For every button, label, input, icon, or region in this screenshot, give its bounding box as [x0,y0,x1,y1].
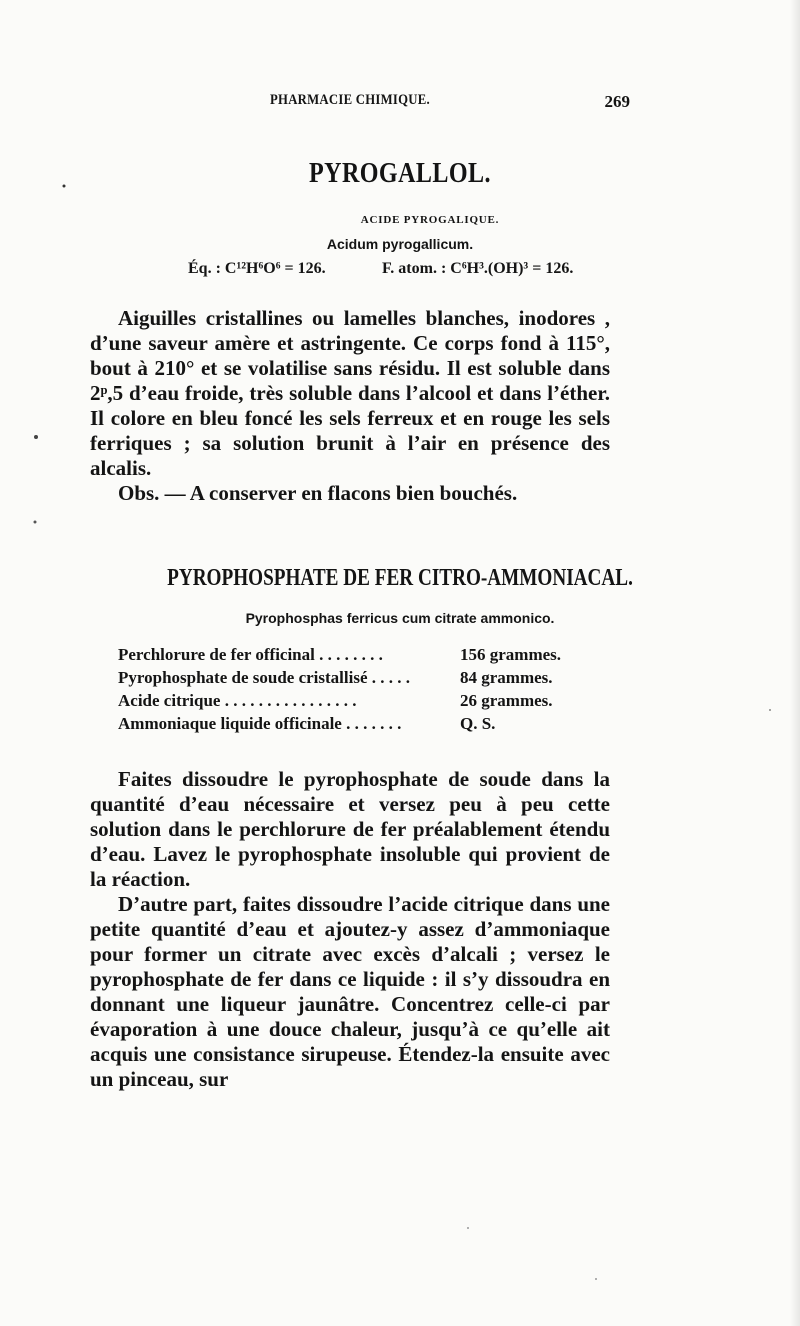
description-paragraph: Aiguilles cristallines ou lamelles blanches, inodores , d’une saveur amère et astringente. Ce corps fond à 115°, bout à 210° et se volatilise sans résidu. Il est soluble dans 2ᵖ,5 d’eau froide, très soluble dans l’alcool et dans l’éther. Il colore en bleu foncé les sels ferreux et en rouge les sels ferriques ; sa solution brunit à l’air en présence des alcalis. [90,306,610,480]
page-number: 269 [604,92,630,111]
ingredient-name: Perchlorure de fer officinal . . . . . . . . [118,645,383,664]
ingredient-name: Pyrophosphate de soude cristallisé . . . . . [118,668,411,687]
section-subtitle: ACIDE PYROGALIQUE. [360,214,500,226]
ingredient-quantity: 26 grammes. [460,691,553,710]
ingredient-quantity: 84 grammes. [460,668,553,687]
section-title-pyrogallol: PYROGALLOL. [308,158,491,189]
ingredient-quantity: 156 grammes. [460,645,562,664]
ingredient-quantity: Q. S. [460,714,496,733]
preparation-paragraph-2: D’autre part, faites dissoudre l’acide citrique dans une petite quantité d’eau et ajoutez-y assez d’ammoniaque pour former un citrate avec excès d’alcali ; versez le pyrophosphate de fer dans ce liquide : il s’y dissoudra en donnant une liqueur jaunâtre. Concentrez celle-ci par évaporation à une douce chaleur, jusqu’à ce qu’elle ait acquis une consistance sirupeuse. Étendez-la ensuite avec un pinceau, sur [90,892,610,1091]
section-title-pyrophosphate: PYROPHOSPHATE DE FER CITRO-AMMONIACAL. [167,565,633,591]
ingredient-name: Acide citrique . . . . . . . . . . . . . . . . [118,691,357,710]
formula-atomic: F. atom. : C⁶H³.(OH)³ = 126. [382,260,574,277]
formula-equivalent: Éq. : C¹²H⁶O⁶ = 126. [188,260,326,277]
latin-name-2: Pyrophosphas ferricus cum citrate ammonico. [245,610,555,626]
observation-note: Obs. — A conserver en flacons bien bouchés. [118,481,518,505]
ingredient-name: Ammoniaque liquide officinale . . . . . . . [118,714,402,733]
preparation-paragraph-1: Faites dissoudre le pyrophosphate de soude dans la quantité d’eau nécessaire et versez peu à peu cette solution dans le perchlorure de fer préalablement étendu d’eau. Lavez le pyrophosphate insoluble qui provient de la réaction. [90,767,610,891]
running-title: PHARMACIE CHIMIQUE. [270,92,430,108]
latin-name: Acidum pyrogallicum. [326,236,474,252]
